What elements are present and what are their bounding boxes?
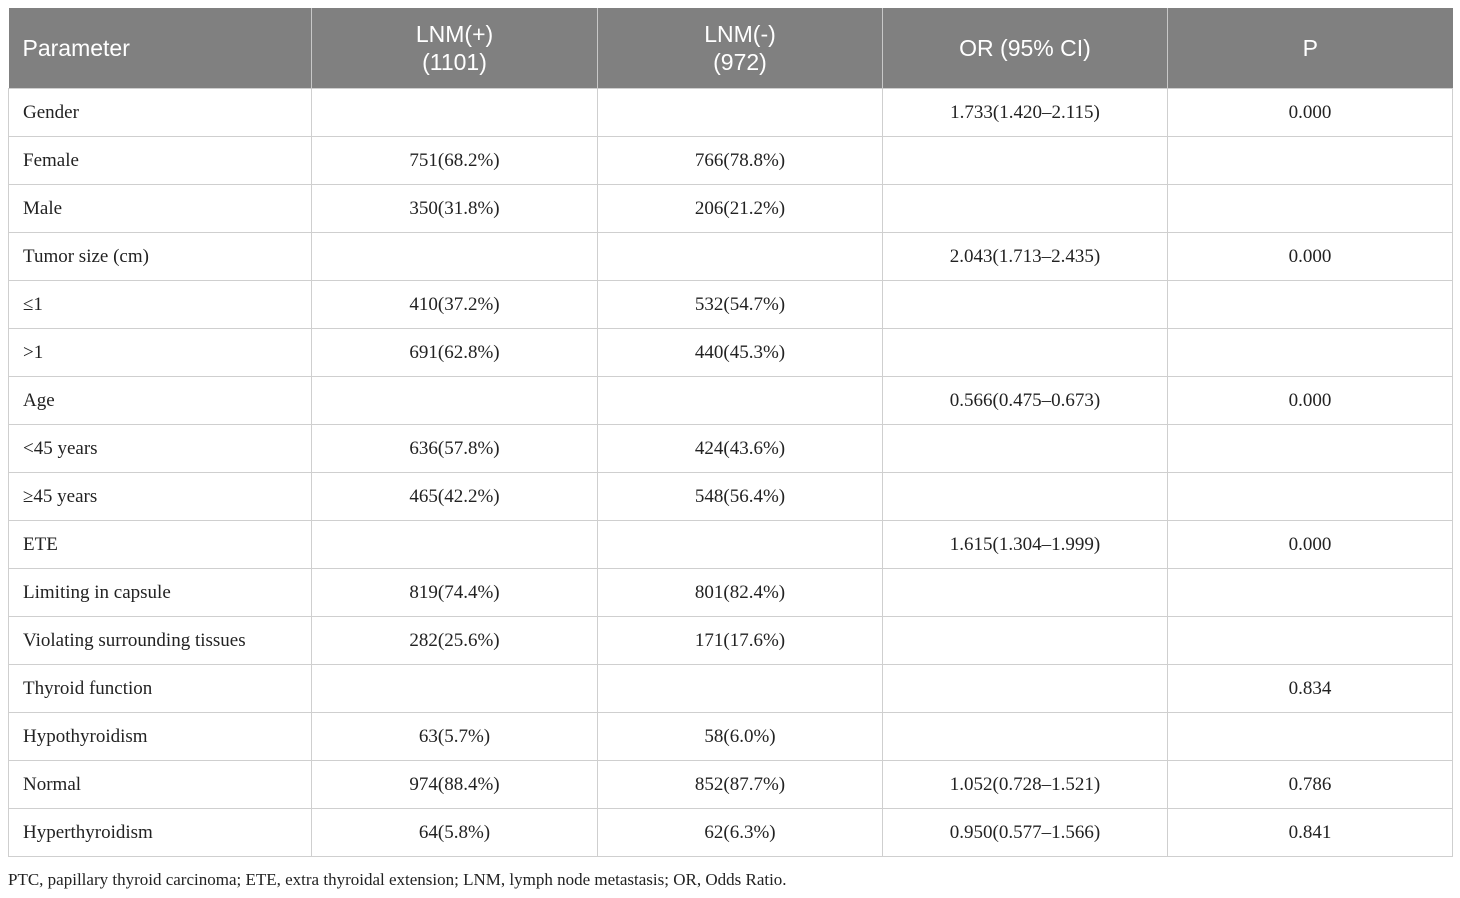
table-row: [9, 521, 1453, 569]
cell-parameter: ≥45 years: [9, 473, 312, 521]
cell-p-value: 0.841: [1168, 809, 1453, 857]
cell-lnm-negative: [598, 377, 883, 425]
cell-odds-ratio: [883, 665, 1168, 713]
cell-lnm-negative: 206(21.2%): [598, 185, 883, 233]
cell-lnm-positive: [312, 521, 598, 569]
cell-p-value: 0.000: [1168, 377, 1453, 425]
header-parameter: [9, 8, 312, 89]
header-lnm-negative: [598, 8, 883, 89]
cell-lnm-negative: 548(56.4%): [598, 473, 883, 521]
cell-p-value: [1168, 617, 1453, 665]
table-row: [9, 809, 1453, 857]
cell-lnm-positive: 410(37.2%): [312, 281, 598, 329]
results-table: [8, 8, 1453, 857]
cell-lnm-positive: 751(68.2%): [312, 137, 598, 185]
cell-odds-ratio: [883, 569, 1168, 617]
cell-lnm-negative: 532(54.7%): [598, 281, 883, 329]
table-row: [9, 377, 1453, 425]
cell-parameter: Limiting in capsule: [9, 569, 312, 617]
cell-odds-ratio: [883, 329, 1168, 377]
header-line: P: [1302, 35, 1318, 61]
cell-p-value: 0.786: [1168, 761, 1453, 809]
cell-p-value: [1168, 473, 1453, 521]
header-line: OR (95% CI): [959, 35, 1091, 61]
table-row: [9, 329, 1453, 377]
data-table-container: [8, 8, 1452, 857]
table-row: [9, 473, 1453, 521]
cell-odds-ratio: [883, 185, 1168, 233]
cell-odds-ratio: 0.566(0.475–0.673): [883, 377, 1168, 425]
cell-lnm-negative: [598, 521, 883, 569]
cell-odds-ratio: [883, 713, 1168, 761]
table-row: [9, 569, 1453, 617]
cell-odds-ratio: 2.043(1.713–2.435): [883, 233, 1168, 281]
cell-lnm-positive: [312, 89, 598, 137]
header-line: (1101): [422, 49, 487, 75]
cell-lnm-positive: 636(57.8%): [312, 425, 598, 473]
cell-p-value: [1168, 713, 1453, 761]
table-row: [9, 425, 1453, 473]
cell-p-value: 0.000: [1168, 521, 1453, 569]
header-row: [9, 8, 1453, 89]
table-body: [9, 89, 1453, 857]
table-footnote: PTC, papillary thyroid carcinoma; ETE, extra thyroidal extension; LNM, lymph node metastasis; OR, Odds Ratio.: [8, 870, 787, 889]
cell-odds-ratio: 1.052(0.728–1.521): [883, 761, 1168, 809]
cell-p-value: 0.000: [1168, 89, 1453, 137]
header-line: (972): [713, 49, 767, 75]
table-row: [9, 137, 1453, 185]
cell-parameter: Gender: [9, 89, 312, 137]
cell-lnm-negative: 766(78.8%): [598, 137, 883, 185]
cell-parameter: Thyroid function: [9, 665, 312, 713]
table-row: [9, 761, 1453, 809]
cell-lnm-negative: 801(82.4%): [598, 569, 883, 617]
cell-lnm-negative: 58(6.0%): [598, 713, 883, 761]
table-row: [9, 185, 1453, 233]
cell-lnm-negative: [598, 665, 883, 713]
cell-parameter: Hypothyroidism: [9, 713, 312, 761]
cell-lnm-positive: 350(31.8%): [312, 185, 598, 233]
cell-parameter: <45 years: [9, 425, 312, 473]
cell-odds-ratio: 1.615(1.304–1.999): [883, 521, 1168, 569]
cell-parameter: Tumor size (cm): [9, 233, 312, 281]
cell-parameter: Male: [9, 185, 312, 233]
cell-parameter: Normal: [9, 761, 312, 809]
cell-lnm-negative: 62(6.3%): [598, 809, 883, 857]
cell-lnm-negative: [598, 89, 883, 137]
header-line: LNM(-): [704, 21, 776, 47]
cell-lnm-positive: [312, 377, 598, 425]
cell-parameter: >1: [9, 329, 312, 377]
cell-odds-ratio: [883, 617, 1168, 665]
table-row: [9, 665, 1453, 713]
cell-odds-ratio: [883, 137, 1168, 185]
cell-p-value: [1168, 425, 1453, 473]
table-row: [9, 281, 1453, 329]
cell-lnm-positive: 819(74.4%): [312, 569, 598, 617]
cell-parameter: ETE: [9, 521, 312, 569]
header-odds-ratio: [883, 8, 1168, 89]
header-p-value: [1168, 8, 1453, 89]
cell-lnm-positive: 282(25.6%): [312, 617, 598, 665]
cell-p-value: 0.834: [1168, 665, 1453, 713]
table-row: [9, 713, 1453, 761]
cell-lnm-positive: 974(88.4%): [312, 761, 598, 809]
cell-odds-ratio: 0.950(0.577–1.566): [883, 809, 1168, 857]
cell-p-value: [1168, 569, 1453, 617]
cell-p-value: [1168, 329, 1453, 377]
cell-lnm-negative: 440(45.3%): [598, 329, 883, 377]
cell-odds-ratio: [883, 473, 1168, 521]
header-line: Parameter: [22, 35, 130, 61]
cell-odds-ratio: [883, 425, 1168, 473]
cell-parameter: Age: [9, 377, 312, 425]
cell-lnm-negative: 852(87.7%): [598, 761, 883, 809]
cell-lnm-positive: 64(5.8%): [312, 809, 598, 857]
cell-odds-ratio: 1.733(1.420–2.115): [883, 89, 1168, 137]
header-line: LNM(+): [415, 21, 494, 47]
cell-odds-ratio: [883, 281, 1168, 329]
cell-parameter: ≤1: [9, 281, 312, 329]
cell-lnm-negative: 171(17.6%): [598, 617, 883, 665]
cell-p-value: [1168, 137, 1453, 185]
cell-lnm-positive: [312, 665, 598, 713]
table-row: [9, 89, 1453, 137]
cell-p-value: [1168, 281, 1453, 329]
table-row: [9, 233, 1453, 281]
header-lnm-positive: [312, 8, 598, 89]
table-row: [9, 617, 1453, 665]
cell-lnm-negative: 424(43.6%): [598, 425, 883, 473]
cell-p-value: 0.000: [1168, 233, 1453, 281]
cell-parameter: Female: [9, 137, 312, 185]
cell-lnm-negative: [598, 233, 883, 281]
table-header: [9, 8, 1453, 89]
cell-lnm-positive: [312, 233, 598, 281]
cell-lnm-positive: 465(42.2%): [312, 473, 598, 521]
cell-parameter: Violating surrounding tissues: [9, 617, 312, 665]
cell-parameter: Hyperthyroidism: [9, 809, 312, 857]
cell-lnm-positive: 691(62.8%): [312, 329, 598, 377]
cell-p-value: [1168, 185, 1453, 233]
cell-lnm-positive: 63(5.7%): [312, 713, 598, 761]
